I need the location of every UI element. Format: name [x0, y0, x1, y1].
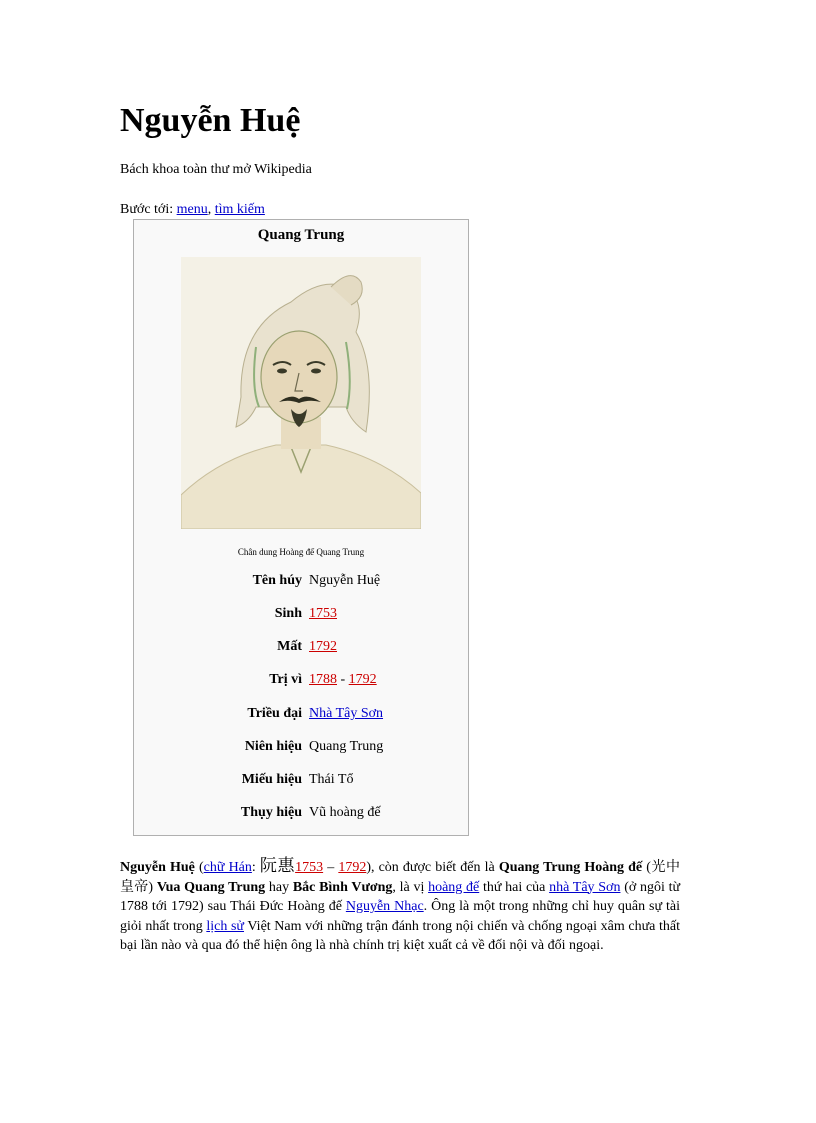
- row-label: Sinh: [274, 606, 302, 621]
- text-1: ), còn được biết đến là: [366, 860, 495, 875]
- infobox-title: Quang Trung: [257, 227, 345, 243]
- year-dash: –: [327, 860, 335, 875]
- colon: :: [251, 860, 256, 875]
- infobox: [133, 219, 469, 836]
- reign-start-link[interactable]: 1788: [309, 672, 337, 687]
- dynasty-link[interactable]: Nhà Tây Sơn: [309, 706, 384, 721]
- text-4: thứ hai của: [482, 879, 546, 895]
- nguyen-nhac-link[interactable]: Nguyễn Nhạc: [345, 899, 424, 914]
- infobox-row: [134, 706, 470, 726]
- row-label: Thụy hiệu: [240, 805, 302, 820]
- infobox-row: [134, 672, 470, 692]
- nav-separator: ,: [207, 202, 212, 217]
- birth-year-link[interactable]: 1753: [309, 606, 337, 621]
- row-label: Trị vì: [269, 672, 302, 687]
- article-paragraph: [120, 856, 680, 956]
- reign-end-link[interactable]: 1792: [348, 672, 377, 687]
- text-2: hay: [268, 879, 290, 895]
- born-year-link[interactable]: 1753: [295, 860, 324, 875]
- text-6: . Ông là một trong những chỉ huy quân sự tài giỏi nhất trong: [120, 899, 681, 934]
- row-value: Quang Trung: [309, 739, 384, 754]
- row-label: Miếu hiệu: [241, 772, 302, 787]
- infobox-row: [134, 739, 470, 759]
- text-5: (ở ngôi từ 1788 tới 1792) sau Thái Đức Hoàng đế: [120, 879, 681, 914]
- text-3: , là vị: [392, 879, 425, 895]
- infobox-row: [134, 573, 470, 593]
- died-year-link[interactable]: 1792: [338, 860, 367, 875]
- infobox-row: [134, 606, 470, 626]
- article-name: Nguyễn Huệ: [120, 860, 195, 875]
- hoang-de-link[interactable]: hoàng đế: [428, 879, 480, 895]
- nha-tay-son-link[interactable]: nhà Tây Sơn: [549, 879, 621, 895]
- nav-menu-link[interactable]: menu: [176, 202, 208, 217]
- nav-prefix: Bước tới:: [120, 202, 174, 217]
- nav-search-link[interactable]: tìm kiếm: [214, 202, 265, 217]
- han-title: (光中皇帝): [120, 860, 681, 895]
- han-name: 阮惠: [259, 856, 296, 875]
- page-title: Nguyễn Huệ: [120, 102, 301, 139]
- row-label: Triều đại: [247, 706, 302, 721]
- page-subtitle: Bách khoa toàn thư mở Wikipedia: [120, 162, 312, 177]
- jump-nav: [120, 202, 265, 218]
- lich-su-link[interactable]: lịch sử: [206, 918, 245, 934]
- text-7: Việt Nam với những trận đánh trong nội chiến và chống ngoại xâm chưa thất bại lần nào và qua đó thể hiện ông là nhà chính trị kiệt xuất cả về đối nội và đối ngoại.: [120, 918, 681, 953]
- portrait-image: [181, 257, 421, 529]
- row-label: Niên hiệu: [244, 739, 302, 754]
- alt-name-2: Vua Quang Trung: [156, 879, 266, 895]
- row-label: Tên húy: [252, 573, 302, 588]
- chu-han-link[interactable]: chữ Hán: [203, 860, 252, 875]
- paren-open: (: [199, 860, 204, 875]
- infobox-row: [134, 639, 470, 659]
- row-label: Mất: [277, 639, 302, 654]
- alt-name-3: Bắc Bình Vương: [292, 879, 393, 895]
- infobox-row: [134, 772, 470, 792]
- portrait-caption: Chân dung Hoàng đế Quang Trung: [237, 547, 365, 557]
- alt-name-1: Quang Trung Hoàng đế: [498, 860, 643, 875]
- death-year-link[interactable]: 1792: [309, 639, 337, 654]
- row-value: Nguyễn Huệ: [309, 573, 381, 588]
- reign-dash: -: [340, 672, 346, 687]
- row-value: Vũ hoàng đế: [309, 805, 381, 820]
- infobox-row: [134, 805, 470, 825]
- row-value: Thái Tổ: [309, 772, 354, 787]
